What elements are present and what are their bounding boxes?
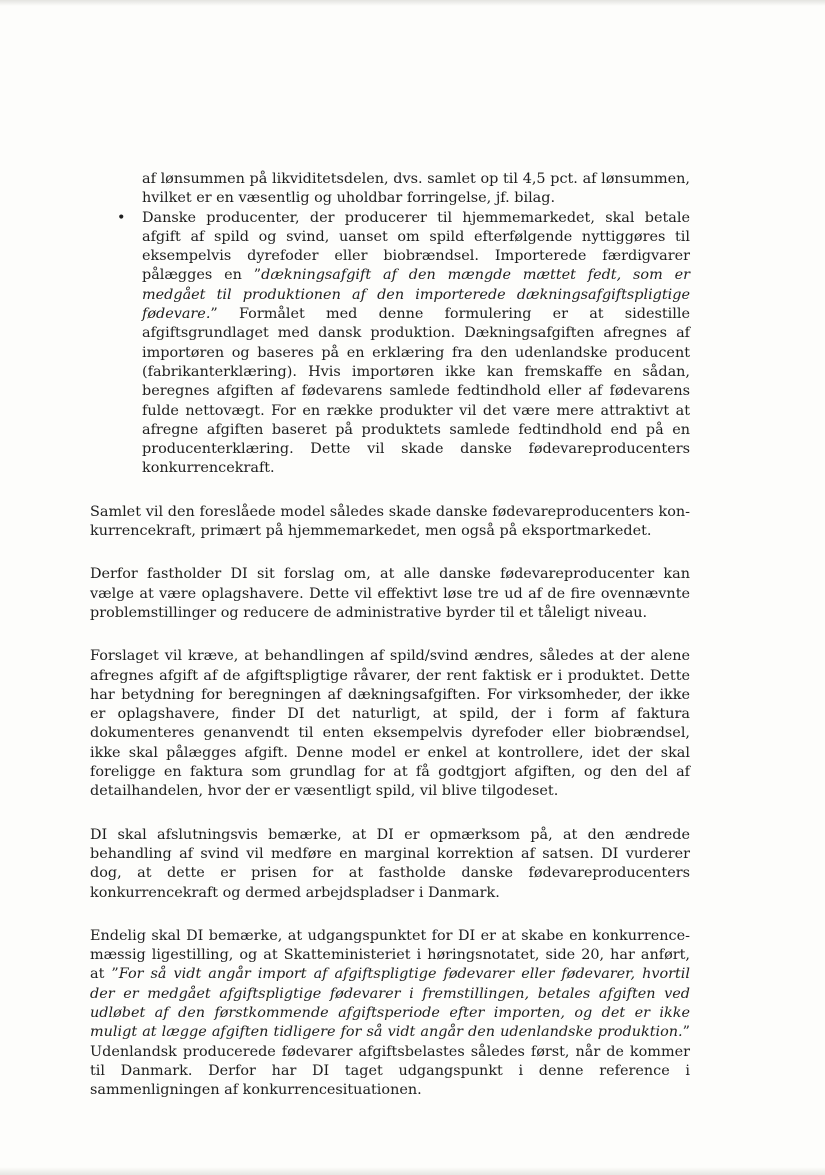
bullet-quote-italic: dækningsafgift af den mængde mættet fedt, som er medgået til produktionen af den importerede dækningsafgiftspligtige fødevare.: [142, 267, 690, 323]
reference-quote-italic: For så vidt angår import af afgiftspligtige fødevarer eller fødevarer, hvortil der er medgået afgiftspligtige fødevarer i fremstillingen, betales afgiften ved udløbet af den førstkommende afgiftsperiode efter importen, og det er ikke muligt at lægge afgiften tidligere for så vidt angår den udenlandske produktion.: [90, 966, 690, 1041]
bullet-continuation-text: af lønsummen på likviditetsdelen, dvs. samlet op til 4,5 pct. af lønsummen, hvilket er en væsentlig og uholdbar forringelse, jf. bilag.: [142, 171, 690, 207]
paragraph-reference: [90, 927, 690, 1101]
reference-text-part-3: ” Udenlandsk producerede fødevarer afgiftsbelastes således først, når de kommer til Danmark. Derfor har DI taget udgangspunkt i denne reference i sammenligningen af konkurrencesituationen.: [90, 1024, 690, 1099]
bullet-item: [117, 209, 690, 479]
paragraph-waste-treatment: Forslaget vil kræve, at behandlingen af spild/svind ændres, således at der alene afregnes afgift af de afgiftspligtige råvarer, der rent faktisk er i produktet. Dette har betydning for beregningen af dækningsafgiften. For virksomheder, der ikke er oplagshavere, finder DI det naturligt, at spild, der i form af faktura dokumenteres genanvendt til enten eksempelvis dyrefoder eller biobrændsel, ikke skal pålægges afgift. Denne model er enkel at kontrollere, idet der skal foreligge en faktura som grundlag for at få godtgjort afgiften, og den del af detailhandelen, hvor der er væsentligt spild, vil blive tilgodeset.: [90, 648, 690, 800]
reference-text-part-1: Endelig skal DI bemærke, at udgangspunktet for DI er at skabe en konkurrencemæssig ligestilling, og at Skatteministeriet i høringsnotatet, side 20, har anført, at ”: [90, 927, 690, 983]
paragraph-summary: Samlet vil den foreslåede model således skade danske fødevareproducenters konkurrencekraft, primært på hjemmemarkedet, men også på eksportmarkedet.: [90, 503, 690, 540]
paragraph-conclusion: DI skal afslutningsvis bemærke, at DI er opmærksom på, at den ændrede behandling af svind vil medføre en marginal korrektion af satsen. DI vurderer dog, at dette er prisen for at fastholde danske fødevareproducenters konkurrencekraft og dermed arbejdspladser i Danmark.: [90, 826, 690, 901]
bullet-text-part-1: Danske producenter, der producerer til hjemmemarkedet, skal betale afgift af spild og svind, uanset om spild efterfølgende nyttiggøres til eksempelvis dyrefoder eller biobrændsel. Importerede færdigvarer pålægges en ”: [142, 209, 690, 284]
scan-edge-bottom: [0, 1167, 825, 1175]
document-body: [90, 170, 690, 1124]
scan-edge-top: [0, 0, 825, 6]
paragraph-proposal: Derfor fastholder DI sit forslag om, at alle danske fødevareproducenter kan vælge at være oplagshavere. Dette vil effektivt løse tre ud af de fire ovennævnte problemstillinger og reducere de administrative byrder til et tåleligt niveau.: [90, 566, 690, 621]
bullet-marker: •: [117, 209, 126, 226]
bullet-text-part-3: ” Formålet med denne formulering er at sidestille afgiftsgrundlaget med dansk produktion. Dækningsafgiften afregnes af importøren og baseres på en erklæring fra den udenlandske producent (fabrikanterklæring). Hvis importøren ikke kan fremskaffe en sådan, beregnes afgiften af fødevarens samlede fedtindhold eller af fødevarens fulde nettovægt. For en række produkter vil det være mere attraktivt at afregne afgiften baseret på produktets samlede fedtindhold end på en producenterklæring. Dette vil skade danske fødevareproducenters konkurrencekraft.: [142, 306, 690, 477]
